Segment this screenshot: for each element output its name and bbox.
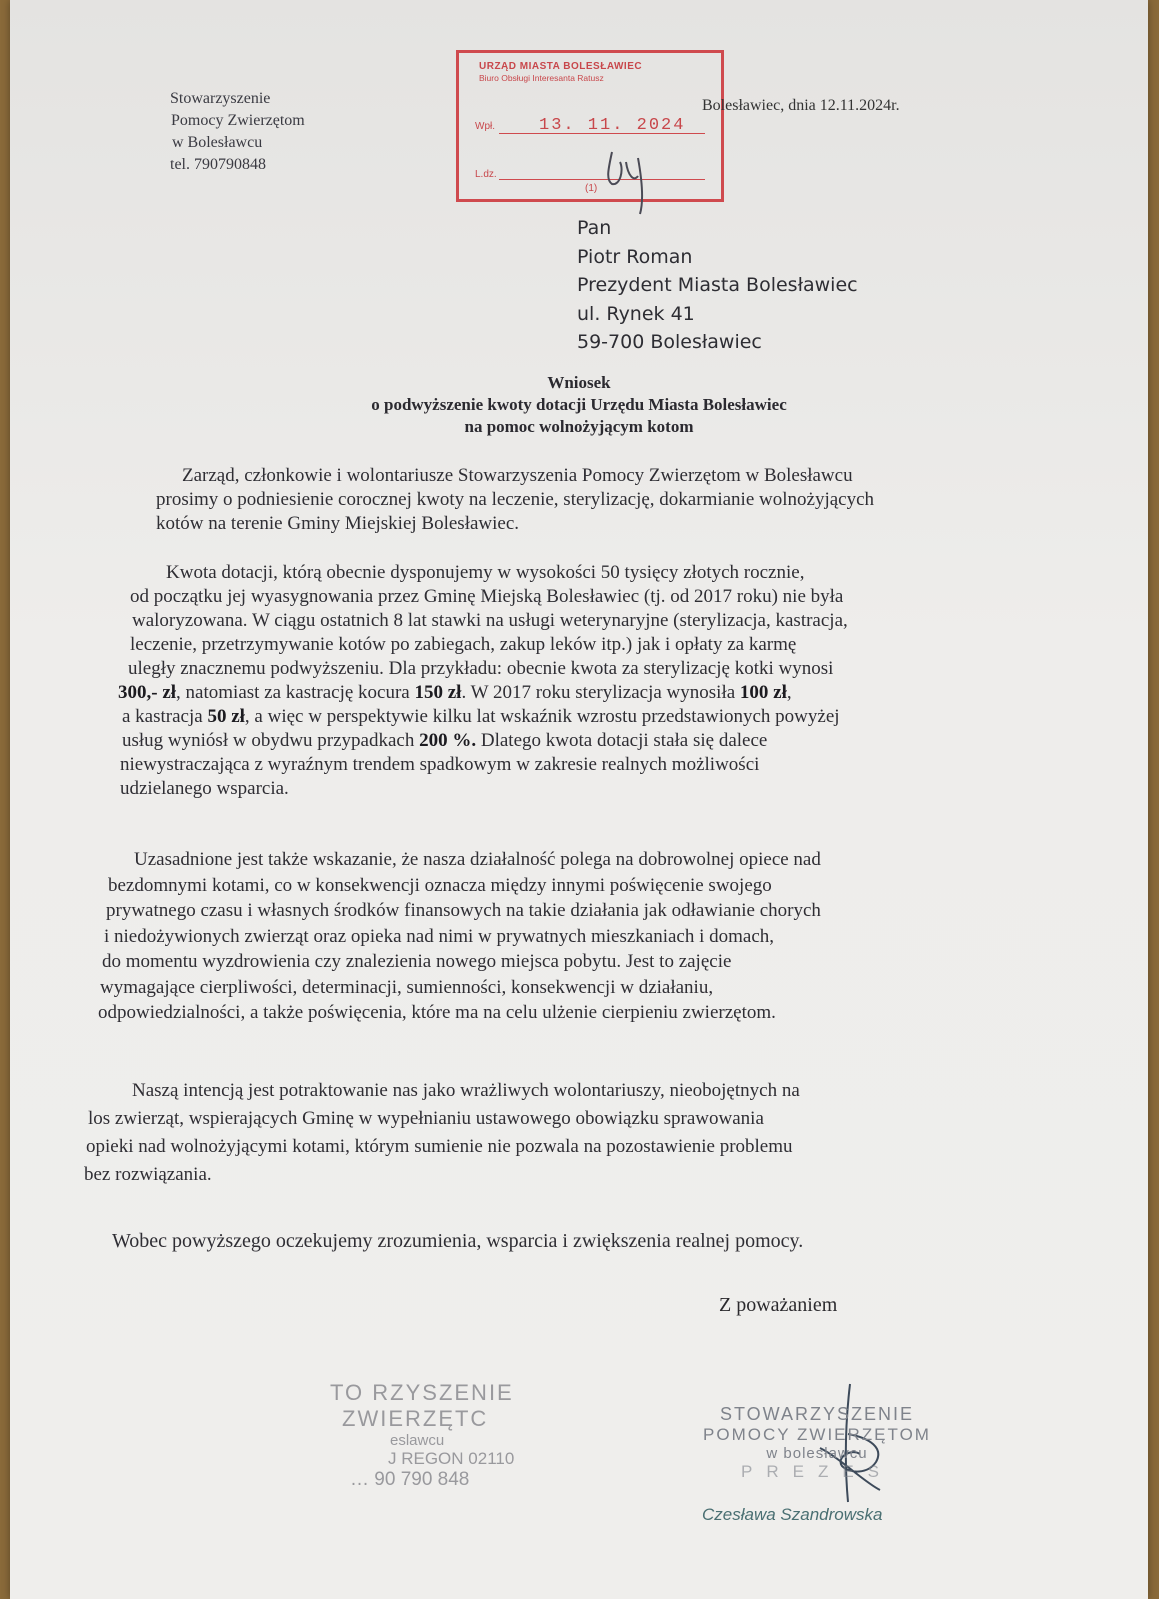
- paragraph-line: odpowiedzialności, a także poświęcenia, które ma na celu ulżenie cierpieniu zwierzętom.: [98, 1002, 776, 1023]
- paragraph-line: udzielanego wsparcia.: [120, 778, 289, 799]
- title-line: na pomoc wolnożyjącym kotom: [464, 417, 694, 436]
- stamp-wpl-label: Wpł.: [475, 121, 495, 132]
- text-span: Dlatego kwota dotacji stała się dalece: [476, 730, 768, 751]
- paragraph-line: [118, 705, 1052, 729]
- paragraph-line: do momentu wyzdrowienia czy znalezienia nowego miejsca pobytu. Jest to zajęcie: [102, 951, 732, 972]
- price-castration-2017: 50 zł: [207, 706, 245, 727]
- paragraph-line: Uzasadnione jest także wskazanie, że nasza działalność polega na dobrowolnej opiece nad: [134, 849, 821, 870]
- sender-line: Stowarzyszenie: [170, 90, 271, 107]
- stamp-line: STOWARZYSZENIE: [719, 1404, 915, 1424]
- sender-phone: tel. 790790848: [170, 156, 266, 173]
- price-castration-now: 150 zł: [414, 682, 462, 703]
- paragraph-line: bezdomnymi kotami, co w konsekwencji oznacza między innymi poświęcenie swojego: [108, 874, 772, 896]
- paragraph-line: Zarząd, członkowie i wolontariusze Stowarzyszenia Pomocy Zwierzętom w Bolesławcu: [182, 465, 853, 486]
- paragraph-2: [118, 561, 1052, 801]
- stamp-line: J REGON 02110: [388, 1449, 515, 1468]
- paragraph-1: [156, 464, 1050, 536]
- paragraph-3: [98, 847, 1053, 1026]
- organization-stamp-right: [686, 1404, 948, 1482]
- paragraph-line: bez rozwiązania.: [84, 1164, 212, 1185]
- stamp-number: (1): [585, 183, 598, 194]
- text-span: a kastracja: [122, 706, 208, 727]
- organization-stamp-left: [330, 1380, 514, 1491]
- paragraph-line: Naszą intencją jest potraktowanie nas jako wrażliwych wolontariuszy, nieobojętnych na: [132, 1080, 800, 1101]
- text-span: , a więc w perspektywie kilku lat wskaźnik wzrostu przedstawionych powyżej: [244, 706, 840, 727]
- addressee-line: Piotr Roman: [577, 245, 693, 268]
- letter-page: [10, 0, 1148, 1599]
- paragraph-line: wymagające cierpliwości, determinacji, sumienności, konsekwencji w działaniu,: [100, 976, 714, 998]
- stamp-ldz-label: L.dz.: [475, 169, 497, 180]
- sender-address: [170, 88, 305, 176]
- paragraph-line: opieki nad wolnożyjącymi kotami, którym sumienie nie pozwala na pozostawienie problemu: [86, 1136, 793, 1157]
- paragraph-line: kotów na terenie Gminy Miejskiej Bolesławiec.: [156, 513, 520, 534]
- paragraph-line: niewystraczająca z wyraźnym trendem spadkowym w zakresie realnych możliwości: [120, 754, 760, 775]
- paragraph-4: [84, 1077, 1084, 1189]
- title-line: Wniosek: [547, 373, 611, 392]
- stamp-line: eslawcu: [390, 1432, 445, 1449]
- addressee-line: 59-700 Bolesławiec: [577, 331, 762, 353]
- addressee-line: ul. Rynek 41: [577, 302, 695, 325]
- price-sterilization-now: 300,- zł: [118, 682, 177, 703]
- sender-line: Pomocy Zwierzętom: [171, 112, 305, 129]
- paragraph-line: Kwota dotacji, którą obecnie dysponujemy w wysokości 50 tysięcy złotych rocznie,: [166, 562, 805, 583]
- stamp-received-date: 13. 11. 2024: [539, 116, 686, 135]
- paragraph-line: waloryzowana. W ciągu ostatnich 8 lat stawki na usługi weterynaryjne (sterylizacja, kastracja,: [132, 610, 848, 631]
- stamp-line: TO RZYSZENIE: [330, 1380, 514, 1405]
- text-span: ,: [786, 682, 792, 703]
- closing-phrase: Z poważaniem: [719, 1294, 838, 1316]
- paragraph-line: [118, 681, 1052, 705]
- paragraph-line: i niedożywionych zwierząt oraz opieka nad nimi w prywatnych mieszkaniach i domach,: [104, 925, 775, 947]
- clerk-initials: [590, 140, 660, 220]
- paragraph-line: uległy znacznemu podwyższeniu. Dla przykładu: obecnie kwota za sterylizację kotki wynosi: [128, 658, 834, 679]
- stamp-department: Biuro Obsługi Interesanta Ratusz: [479, 73, 604, 83]
- text-span: . W 2017 roku sterylizacja wynosiła: [461, 682, 740, 703]
- paragraph-line: prosimy o podniesienie corocznej kwoty na leczenie, sterylizację, dokarmianie wolnożyjących: [156, 489, 875, 510]
- paragraph-line: leczenie, przetrzymywanie kotów po zabiegach, zakup leków itp.) jak i opłaty za karmę: [130, 634, 797, 655]
- paragraph-5: [112, 1229, 803, 1253]
- paragraph-line: od początku jej wyasygnowania przez Gminę Miejską Bolesławiec (tj. od 2017 roku) nie była: [130, 586, 844, 607]
- letter-date: Bolesławiec, dnia 12.11.2024r.: [702, 97, 900, 114]
- stamp-office: URZĄD MIASTA BOLESŁAWIEC: [479, 61, 643, 72]
- paragraph-line: Wobec powyższego oczekujemy zrozumienia, wsparcia i zwiększenia realnej pomocy.: [112, 1230, 804, 1252]
- stamp-line: PREZES: [740, 1462, 894, 1481]
- signatory-name: Czesława Szandrowska: [702, 1505, 883, 1524]
- title-line: o podwyższenie kwoty dotacji Urzędu Miasta Bolesławiec: [371, 395, 787, 414]
- stamp-line: ZWIERZĘTC: [342, 1406, 489, 1431]
- letter-title: [10, 372, 1148, 438]
- growth-percent: 200 %.: [419, 730, 477, 751]
- addressee: [577, 214, 858, 357]
- addressee-line: Pan: [577, 217, 612, 239]
- stamp-line: w bolesławcu: [766, 1445, 868, 1462]
- stamp-line: POMOCY ZWIERZĘTOM: [703, 1425, 931, 1444]
- paragraph-line: prywatnego czasu i własnych środków finansowych na takie działania jak odławianie chorych: [106, 900, 821, 921]
- paragraph-line: los zwierząt, wspierających Gminę w wypełnianiu ustawowego obowiązku sprawowania: [88, 1108, 764, 1129]
- price-sterilization-2017: 100 zł: [739, 682, 787, 703]
- sender-line: w Bolesławcu: [172, 134, 263, 151]
- addressee-line: Prezydent Miasta Bolesławiec: [577, 274, 858, 296]
- text-span: usług wyniósł w obydwu przypadkach: [122, 730, 420, 751]
- paragraph-line: [118, 729, 1052, 753]
- stamp-line: … 90 790 848: [350, 1469, 470, 1490]
- text-span: , natomiast za kastrację kocura: [176, 682, 415, 703]
